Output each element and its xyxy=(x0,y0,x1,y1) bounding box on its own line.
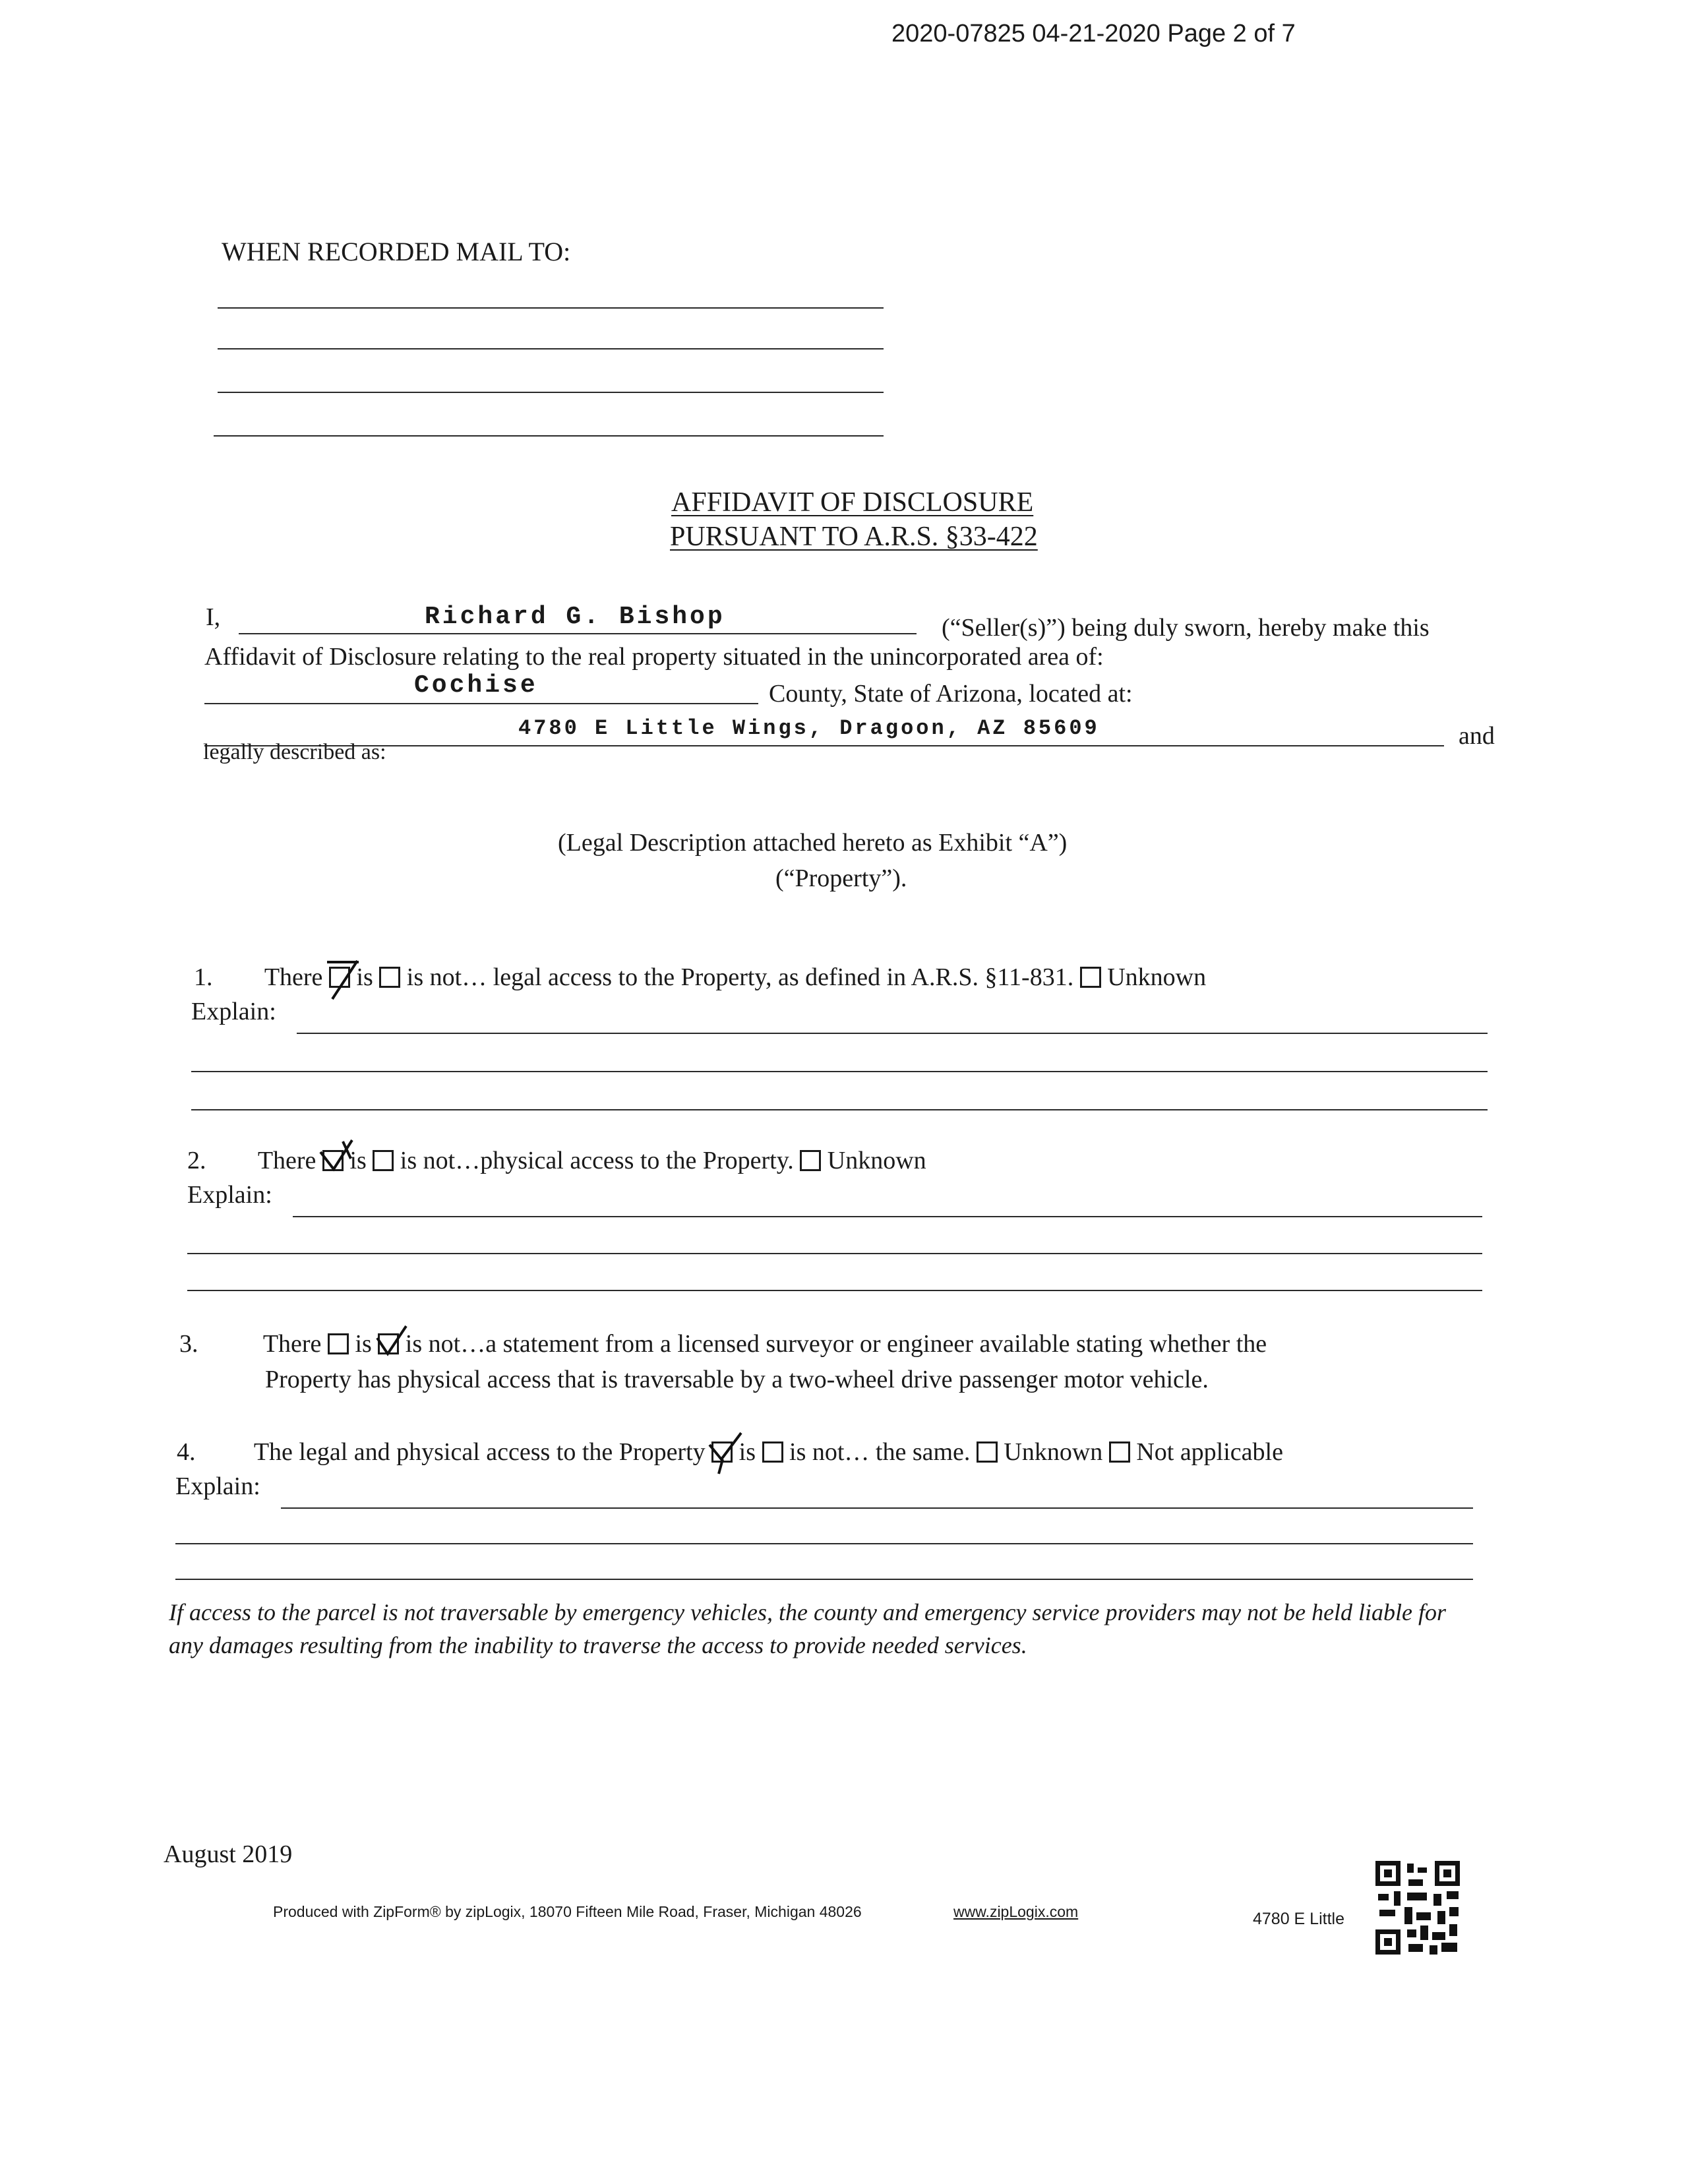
item-2-explain-label: Explain: xyxy=(187,1181,272,1209)
item-4-not-applicable-label: Not applicable xyxy=(1136,1438,1283,1466)
ziplogix-link[interactable]: www.zipLogix.com xyxy=(953,1903,1079,1920)
legally-described-label: legally described as: xyxy=(203,740,386,764)
item-2-is-checkbox[interactable] xyxy=(322,1150,344,1171)
item-2-explain-line-3 xyxy=(187,1290,1482,1291)
item-4 xyxy=(177,1438,1283,1467)
item-4-explain-line-3 xyxy=(175,1579,1473,1580)
item-2-unknown-label: Unknown xyxy=(827,1147,926,1174)
item-2-is-label: is xyxy=(349,1147,367,1174)
item-2-unknown-checkbox[interactable] xyxy=(800,1150,821,1171)
item-4-number: 4. xyxy=(177,1438,196,1466)
item-2-number: 2. xyxy=(187,1147,206,1174)
county-value: Cochise xyxy=(414,671,538,700)
item-4-explain-line-1 xyxy=(281,1507,1473,1509)
seller-name-line xyxy=(239,633,917,634)
item-1-unknown-label: Unknown xyxy=(1107,963,1207,991)
intro-line-2: Affidavit of Disclosure relating to the real property situated in the unincorporated area of: xyxy=(204,643,1104,671)
item-2-is-not-label: is not…physical access to the Property. xyxy=(400,1147,794,1174)
item-3 xyxy=(179,1329,1267,1358)
emergency-disclaimer: If access to the parcel is not traversable by emergency vehicles, the county and emergency service providers may not be held liable for any damages resulting from the inability to traverse the access to provide needed services. xyxy=(169,1599,1447,1658)
checkmark-icon xyxy=(316,1139,356,1185)
seller-name-value: Richard G. Bishop xyxy=(425,603,725,631)
item-2-there: There xyxy=(257,1147,316,1174)
checkmark-icon xyxy=(372,1322,411,1368)
zipform-credit: Produced with ZipForm® by zipLogix, 18070 Fifteen Mile Road, Fraser, Michigan 48026 xyxy=(273,1903,862,1920)
item-3-is-checkbox[interactable] xyxy=(328,1333,349,1354)
address-value: 4780 E Little Wings, Dragoon, AZ 85609 xyxy=(518,716,1100,741)
item-4-is-label: is xyxy=(738,1438,756,1466)
item-4-is-checkbox[interactable] xyxy=(711,1441,733,1463)
item-4-explain-label: Explain: xyxy=(175,1472,260,1500)
title-line-1: AFFIDAVIT OF DISCLOSURE xyxy=(671,487,1034,518)
mail-to-line-3 xyxy=(218,392,884,393)
mail-to-line-2 xyxy=(218,348,884,349)
item-3-is-not-label: is not…a statement from a licensed surveyor or engineer available stating whether the xyxy=(405,1330,1267,1358)
legal-description-note: (Legal Description attached hereto as Exhibit “A”) xyxy=(558,829,1068,857)
item-2-explain-line-2 xyxy=(187,1253,1482,1254)
property-note: (“Property”). xyxy=(775,864,907,892)
county-line xyxy=(204,703,758,704)
address-line xyxy=(204,745,1444,746)
item-1-is-not-label: is not… legal access to the Property, as defined in A.R.S. §11-831. xyxy=(406,963,1074,991)
item-3-is-label: is xyxy=(355,1330,372,1358)
form-date: August 2019 xyxy=(164,1840,293,1868)
item-1-there: There xyxy=(264,963,323,991)
item-1-is-label: is xyxy=(356,963,373,991)
recording-stamp: 2020-07825 04-21-2020 Page 2 of 7 xyxy=(891,20,1296,47)
intro-prefix: I, xyxy=(206,603,221,631)
mail-to-line-1 xyxy=(218,307,884,309)
title-line-2: PURSUANT TO A.R.S. §33-422 xyxy=(670,522,1038,552)
item-4-not-applicable-checkbox[interactable] xyxy=(1109,1441,1130,1463)
qr-code-icon xyxy=(1375,1861,1460,1956)
item-4-is-not-checkbox[interactable] xyxy=(762,1441,783,1463)
checkmark-icon xyxy=(706,1430,745,1476)
item-1-explain-label: Explain: xyxy=(191,998,276,1025)
item-4-unknown-label: Unknown xyxy=(1004,1438,1103,1466)
county-suffix: County, State of Arizona, located at: xyxy=(769,680,1133,708)
mail-to-label: WHEN RECORDED MAIL TO: xyxy=(222,237,571,266)
item-3-is-not-checkbox[interactable] xyxy=(378,1333,399,1354)
item-1-is-not-checkbox[interactable] xyxy=(379,967,400,988)
item-4-explain-line-2 xyxy=(175,1543,1473,1544)
item-3-there: There xyxy=(262,1330,322,1358)
item-4-there: The legal and physical access to the Property xyxy=(253,1438,706,1466)
item-4-unknown-checkbox[interactable] xyxy=(977,1441,998,1463)
item-1-is-checkbox[interactable] xyxy=(329,967,350,988)
checkmark-icon xyxy=(323,956,363,1002)
item-1-explain-line-2 xyxy=(191,1071,1488,1072)
item-4-is-not-label: is not… the same. xyxy=(789,1438,971,1466)
item-3-number: 3. xyxy=(179,1330,198,1358)
item-1-explain-line-3 xyxy=(191,1109,1488,1110)
document-name: 4780 E Little xyxy=(1253,1910,1344,1928)
seller-suffix: (“Seller(s)”) being duly sworn, hereby make this xyxy=(942,614,1430,642)
item-1-explain-line-1 xyxy=(297,1033,1488,1034)
item-2-is-not-checkbox[interactable] xyxy=(373,1150,394,1171)
item-1-unknown-checkbox[interactable] xyxy=(1080,967,1101,988)
item-2 xyxy=(187,1146,926,1175)
item-3-line-2: Property has physical access that is traversable by a two-wheel drive passenger motor vehicle. xyxy=(265,1366,1209,1393)
item-1-number: 1. xyxy=(194,963,213,991)
item-1 xyxy=(194,963,1206,992)
address-and: and xyxy=(1459,722,1495,750)
item-2-explain-line-1 xyxy=(293,1216,1482,1217)
mail-to-line-4 xyxy=(214,435,884,437)
